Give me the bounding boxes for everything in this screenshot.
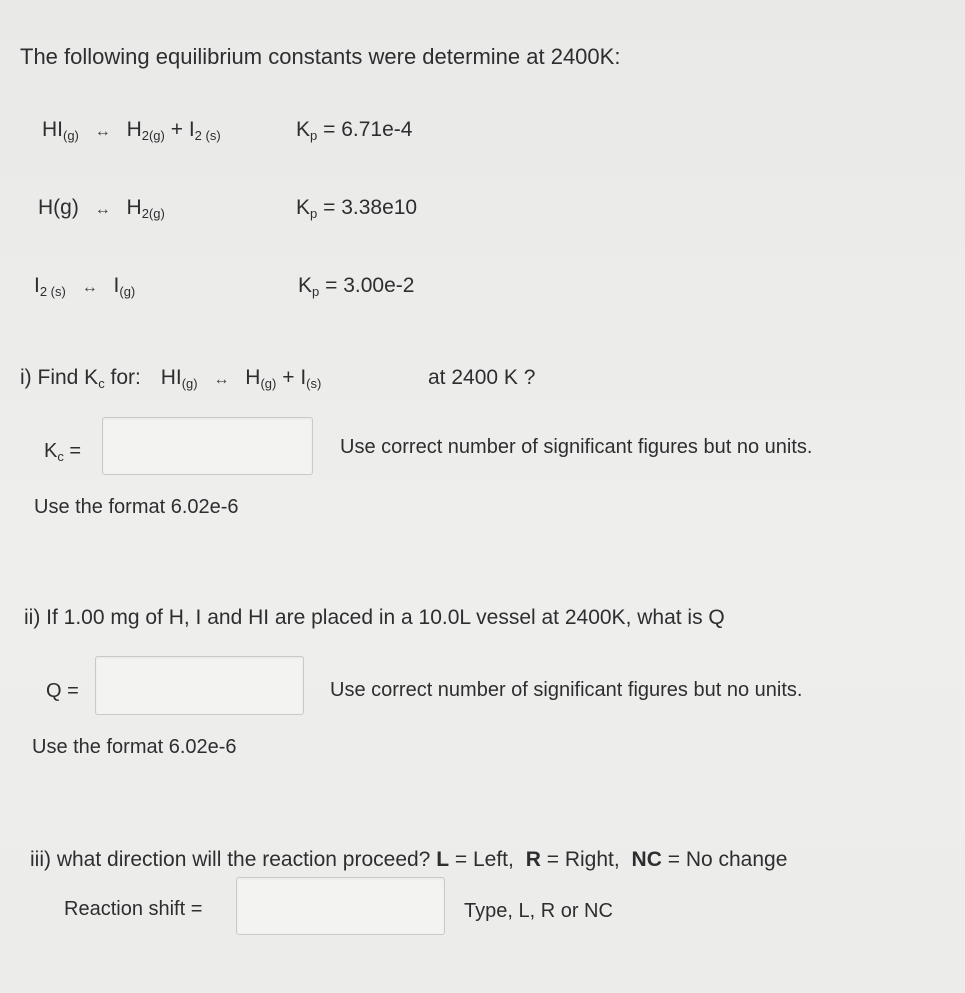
- q-answer-input[interactable]: [95, 656, 304, 715]
- equilibrium-3-constant: $K_p = 3.00e-2$: [298, 274, 415, 299]
- equilibrium-2-equation: H(g) ↔ $H_{2(g)}$: [38, 196, 165, 221]
- kc-label: $K_c$ =: [44, 440, 82, 464]
- reversible-arrow-icon: ↔: [213, 371, 230, 388]
- reaction-shift-label: Reaction shift =: [64, 898, 203, 920]
- kc-answer-input[interactable]: [102, 417, 313, 475]
- reversible-arrow-icon: ↔: [94, 123, 111, 140]
- question-1-prompt: i) Find $K_c$ for: $HI_{(g)}$ ↔ $H_{(g)} + I_{(s)}$: [20, 366, 322, 391]
- equilibrium-2-constant: $K_p = 3.38e10$: [296, 196, 418, 221]
- q-label: Q =: [46, 680, 79, 702]
- kc-format-note: Use the format 6.02e-6: [34, 496, 239, 518]
- question-2-prompt: ii) If 1.00 mg of H, I and HI are placed in a 10.0L vessel at 2400K, what is Q: [24, 606, 725, 629]
- reaction-shift-hint: Type, L, R or NC: [464, 900, 613, 922]
- q-hint: Use correct number of significant figures but no units.: [330, 679, 803, 701]
- question-3-prompt: iii) what direction will the reaction proceed? L = Left, R = Right, NC = No change: [30, 848, 788, 871]
- equilibrium-3-equation: $I_{2 (s)}$ ↔ $I_{(g)}$: [34, 274, 136, 299]
- reaction-shift-input[interactable]: [236, 877, 445, 935]
- question-1-condition: at 2400 K ?: [428, 366, 536, 389]
- q-format-note: Use the format 6.02e-6: [32, 736, 237, 758]
- kc-hint: Use correct number of significant figures but no units.: [340, 436, 813, 458]
- reversible-arrow-icon: ↔: [81, 279, 98, 296]
- equilibrium-1-constant: $K_p = 6.71e-4$: [296, 118, 413, 143]
- page-heading: The following equilibrium constants were determine at 2400K:: [20, 44, 621, 69]
- reversible-arrow-icon: ↔: [94, 201, 111, 218]
- equilibrium-1-equation: $HI_{(g)}$ ↔ $H_{2(g)} + I_{2 (s)}$: [42, 118, 221, 143]
